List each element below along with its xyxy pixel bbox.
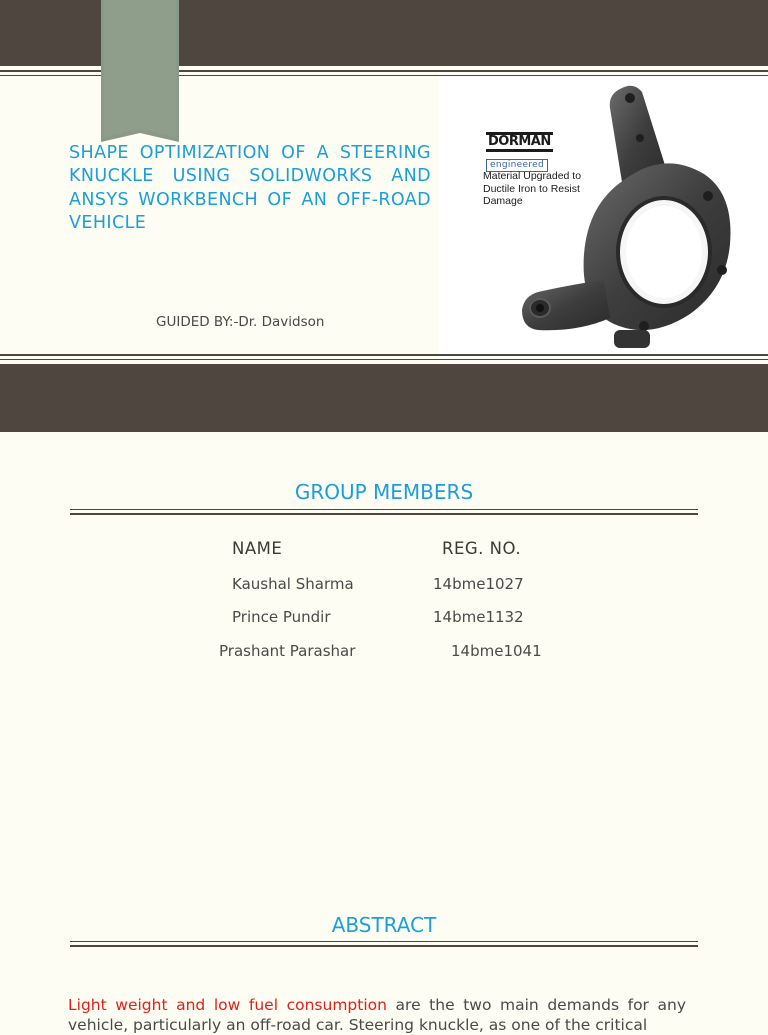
abstract-paragraph <box>68 995 686 1035</box>
guided-by: GUIDED BY:-Dr. Davidson <box>156 314 325 330</box>
brand-sub: engineered <box>486 159 548 172</box>
member-reg: 14bme1132 <box>433 608 524 626</box>
member-name: Prince Pundir <box>232 608 331 626</box>
group-heading-rule <box>70 509 698 515</box>
bottom-band <box>0 364 768 432</box>
reg-column-header: REG. NO. <box>442 539 522 558</box>
member-name: Kaushal Sharma <box>232 575 354 593</box>
abstract-heading-rule <box>70 941 698 947</box>
abstract-body: are the two main demands for any vehicle, particularly an off-road car. Steering knuckle, as one of the critical <box>68 996 686 1034</box>
bottom-divider <box>0 354 768 356</box>
product-image <box>439 76 768 358</box>
steering-knuckle-icon <box>514 80 744 350</box>
group-members-heading: GROUP MEMBERS <box>294 480 474 504</box>
member-reg: 14bme1041 <box>451 642 542 660</box>
title-slide <box>0 0 768 432</box>
member-reg: 14bme1027 <box>433 575 524 593</box>
abstract-heading: ABSTRACT <box>331 913 437 937</box>
name-column-header: NAME <box>232 539 283 558</box>
product-note: Material Upgraded to Ductile Iron to Resist Damage <box>483 170 582 207</box>
brand-name: DORMAN <box>486 132 553 152</box>
member-name: Prashant Parashar <box>219 642 356 660</box>
bottom-divider-thin <box>0 359 768 360</box>
bookmark-ribbon <box>101 0 179 142</box>
presentation-title: SHAPE OPTIMIZATION OF A STEERING KNUCKLE USING SOLIDWORKS AND ANSYS WORKBENCH OF AN OFF-ROAD VEHICLE <box>69 143 431 233</box>
abstract-highlight: Light weight and low fuel consumption <box>68 996 387 1014</box>
